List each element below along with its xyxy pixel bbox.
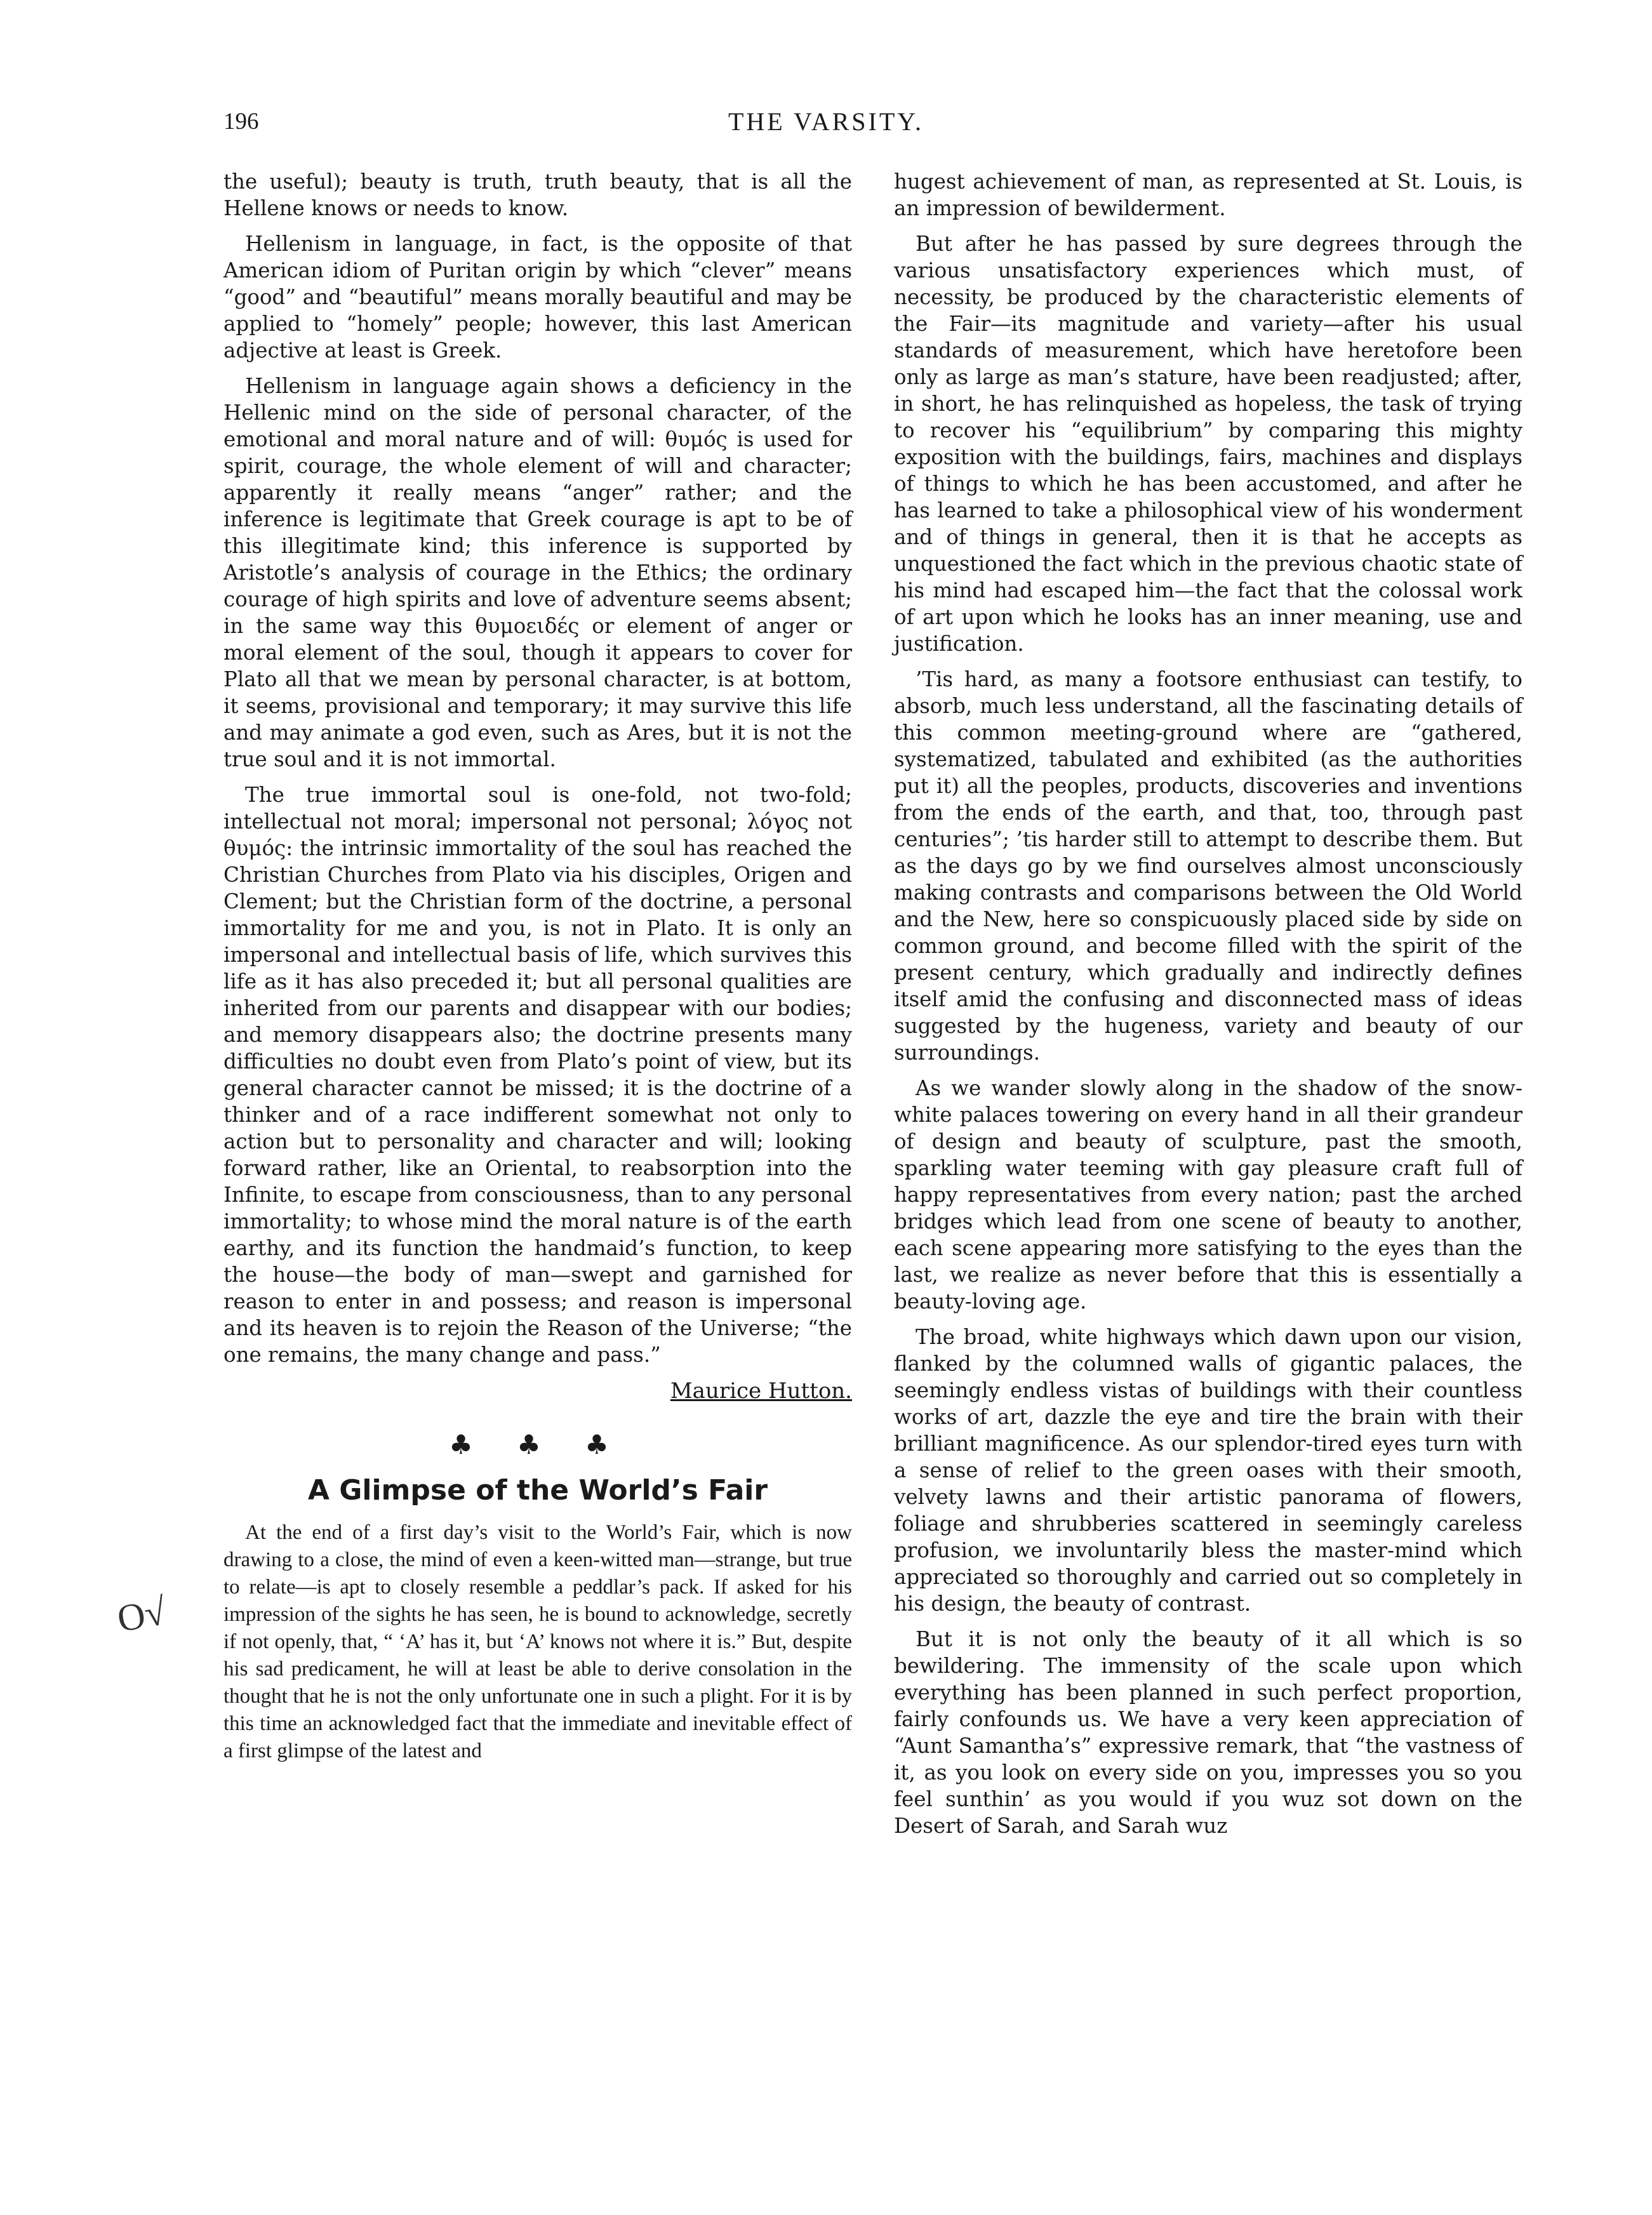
article-paragraph: ’Tis hard, as many a footsore enthusiast can testify, to absorb, much less understand, all the fascinating details of this common meeting-ground where are “gathered, systematized, tabulated and exhibited (as the authorities put it) all the peoples, products, discoveries and inventions from the ends of the earth, and that, too, through past centuries”; ’tis harder still to attempt to describe them. But as the days go by we find ourselves almost unconsciously making contrasts and comparisons between the Old World and the New, here so conspicuously placed side by side on common ground, and become filled with the spirit of the present century, which gradually and indirectly defines itself amid the confusing and disconnected mass of ideas suggested by the hugeness, variety and beauty of our surroundings. bbox=[894, 667, 1522, 1065]
page-number: 196 bbox=[223, 109, 259, 135]
article-paragraph: The true immortal soul is one-fold, not two-fold; intellectual not moral; impersonal not personal; λόγος not θυμός: the intrinsic immortality of the soul has reached the Christian Churches from Plato via his disciples, Origen and Clement; but the Christian form of the doctrine, a personal immortality for me and you, is not in Plato. It is only an impersonal and intellectual basis of life, which survives this life as it has also preceded it; but all personal qualities are inherited from our parents and disappear with our bodies; and memory disappears also; the doctrine presents many difficulties no doubt even from Plato’s point of view, but its general character cannot be missed; it is the doctrine of a thinker and of a race indifferent somewhat not only to action but to personality and character and will; looking forward rather, like an Oriental, to reabsorption into the Infinite, to escape from consciousness, than to any personal immortality; to whose mind the moral nature is of the earth earthy, and its function the handmaid’s function, to keep the house—the body of man—swept and garnished for reason to enter in and possess; and reason is impersonal and its heaven is to rejoin the Reason of the Universe; “the one remains, the many change and pass.” bbox=[223, 783, 852, 1367]
article-paragraph: Hellenism in language, in fact, is the opposite of that American idiom of Puritan origin by which “clever” means “good” and “beautiful” means morally beautiful and may be applied to “homely” people; however, this last American adjective at least is Greek. bbox=[223, 232, 852, 363]
section-heading: A Glimpse of the World’s Fair bbox=[307, 1474, 768, 1507]
handwritten-margin-mark: O√ bbox=[114, 1590, 170, 1640]
article-paragraph: But it is not only the beauty of it all which is so bewildering. The immensity of the scale upon which everything has been planned in such perfect proportion, fairly confounds us. We have a very keen appreciation of “Aunt Samantha’s” expressive remark, that “the vastness of it, as you look on every side on you, impresses you so you feel sunthin’ as you would if you wuz sot down on the Desert of Sarah, and Sarah wuz bbox=[894, 1627, 1522, 1838]
article-paragraph: Hellenism in language again shows a deficiency in the Hellenic mind on the side of personal character, of the emotional and moral nature and of will: θυμός is used for spirit, courage, the whole element of will and character; apparently it really means “anger” rather; and the inference is legitimate that Greek courage is apt to be of this illegitimate kind; this inference is supported by Aristotle’s analysis of courage in the Ethics; the ordinary courage of high spirits and love of adventure seems absent; in the same way this θυμοειδές or element of anger or moral element of the soul, though it appears to cover for Plato all that we mean by personal character, is at bottom, it seems, provisional and temporary; it may survive this life and may animate a god even, such as Ares, but it is not the true soul and it is not immortal. bbox=[223, 374, 852, 771]
article-paragraph: As we wander slowly along in the shadow of the snow-white palaces towering on every hand in all their grandeur of design and beauty of sculpture, past the smooth, sparkling water teeming with gay pleasure craft full of happy representatives from every nation; past the arched bridges which lead from one scene of beauty to another, each scene appearing more satisfying to the eyes than the last, we realize as never before that this is essentially a beauty-loving age. bbox=[894, 1076, 1522, 1314]
author-signature: Maurice Hutton. bbox=[670, 1378, 852, 1404]
section-paragraph: At the end of a first day’s visit to the World’s Fair, which is now drawing to a close, the mind of even a keen-witted man—strange, but true to relate—is apt to closely resemble a peddlar’s pack. If asked for his impression of the sights he has seen, he is bound to acknowledge, secretly if not openly, that, “ ‘A’ has it, but ‘A’ knows not where it is.” But, despite his sad predicament, he will at least be able to derive consolation in the thought that he is not the only unfortunate one in such a plight. For it is by this time an acknowledged fact that the immediate and inevitable effect of a first glimpse of the latest and bbox=[223, 1521, 852, 1762]
right-column bbox=[894, 168, 1522, 1848]
left-column bbox=[223, 168, 852, 1774]
journal-title: THE VARSITY. bbox=[728, 107, 924, 136]
article-paragraph: But after he has passed by sure degrees through the various unsatisfactory experiences which must, of necessity, be produced by the characteristic elements of the Fair—its magnitude and variety—after his usual standards of measurement, which have heretofore been only as large as man’s stature, have been readjusted; after, in short, he has relinquished as hopeless, the task of trying to recover his “equilibrium” by comparing this mighty exposition with the buildings, fairs, machines and displays of things to which he has been accustomed, and after he has learned to take a philosophical view of his wonderment and of things in general, then it is that he accepts as unquestioned the fact which in the previous chaotic state of his mind had escaped him—the fact that the colossal work of art upon which he looks has an inner meaning, use and justification. bbox=[894, 232, 1522, 656]
section-divider-icon: ♣ ♣ ♣ bbox=[449, 1429, 627, 1460]
article-paragraph: hugest achievement of man, as represented at St. Louis, is an impression of bewilderment. bbox=[894, 170, 1522, 220]
article-paragraph: The broad, white highways which dawn upon our vision, flanked by the columned walls of gigantic palaces, the seemingly endless vistas of buildings with their countless works of art, dazzle the eye and tire the brain with their brilliant magnificence. As our splendor-tired eyes turn with a sense of relief to the green oases with their smooth, velvety lawns and their artistic panorama of flowers, foliage and shrubberies scattered in seemingly careless profusion, we involuntarily bless the master-mind which appreciated so thoroughly and carried out so completely in his design, the beauty of contrast. bbox=[894, 1325, 1522, 1616]
article-paragraph: the useful); beauty is truth, truth beauty, that is all the Hellene knows or needs to know. bbox=[223, 170, 852, 220]
